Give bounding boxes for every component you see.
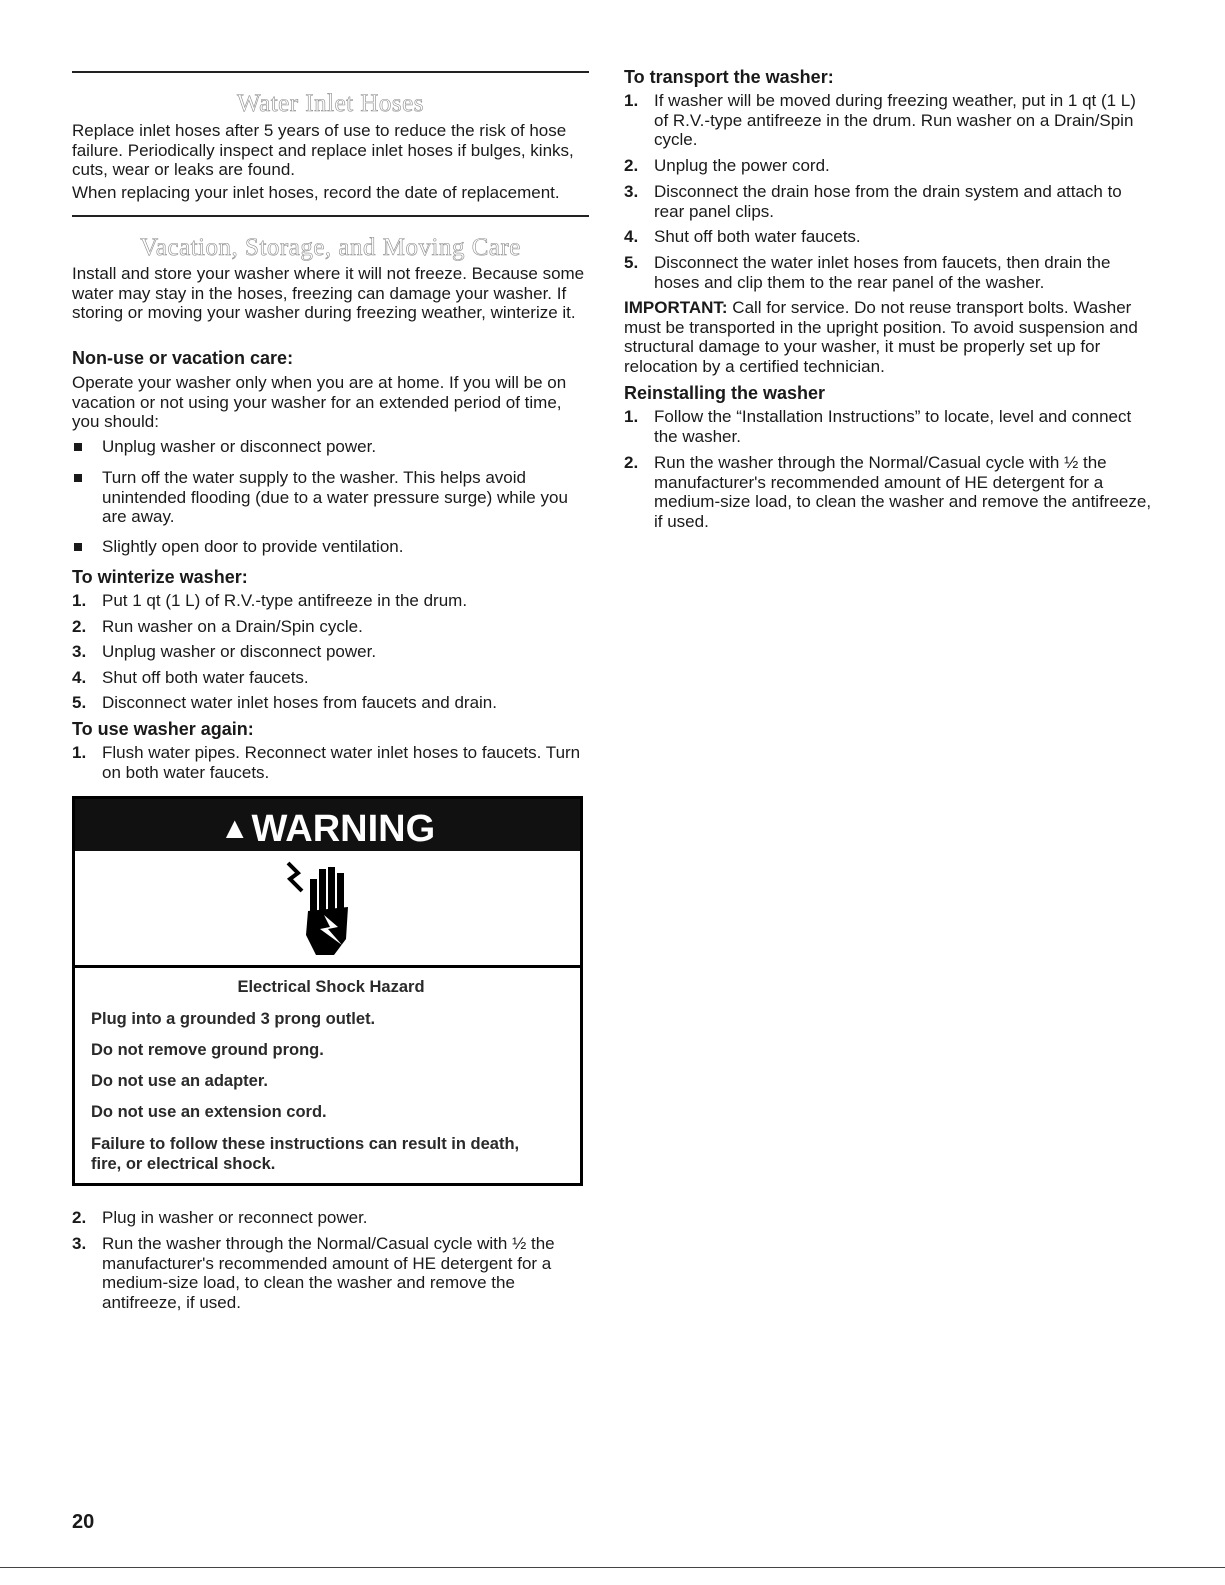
page-bottom-rule [0, 1567, 1225, 1568]
section-divider [72, 215, 589, 217]
electrical-shock-hand-icon [280, 855, 380, 965]
important-label: IMPORTANT: [624, 298, 728, 317]
important-paragraph: IMPORTANT: Call for service. Do not reuse transport bolts. Washer must be transported in the upright position. To avoid suspension and structural damage to your washer, it must be properly set up for relocation by a certified technician. [624, 298, 1138, 376]
page-number: 20 [72, 1511, 95, 1533]
warning-banner: ▲WARNING [75, 799, 580, 851]
warning-line: Do not use an extension cord. [91, 1103, 327, 1121]
nonuse-paragraph: Operate your washer only when you are at home. If you will be on vacation or not using your washer for an extended period of time, you should: [72, 373, 567, 431]
inlet-hoses-paragraph: Replace inlet hoses after 5 years of use to reduce the risk of hose failure. Periodically inspect and replace inlet hoses if bulges, kinks, cuts, wear or leaks are found. [72, 121, 574, 179]
bullet-icon [74, 443, 82, 451]
section-divider [72, 71, 589, 73]
reinstall-heading: Reinstalling the washer [624, 383, 826, 403]
winterize-heading: To winterize washer: [72, 567, 248, 587]
vacation-storage-title: Vacation, Storage, and Moving Care [140, 234, 521, 261]
hazard-title: Electrical Shock Hazard [237, 978, 425, 996]
inlet-hoses-replacement-note: When replacing your inlet hoses, record the date of replacement. [72, 183, 560, 202]
warning-line: Do not remove ground prong. [91, 1041, 324, 1059]
nonuse-heading: Non-use or vacation care: [72, 348, 294, 368]
use-again-heading: To use washer again: [72, 719, 254, 739]
warning-line: Plug into a grounded 3 prong outlet. [91, 1010, 376, 1028]
warning-line: Do not use an adapter. [91, 1072, 268, 1090]
warning-triangle-icon: ▲ [219, 812, 250, 845]
vacation-intro-paragraph: Install and store your washer where it will not freeze. Because some water may stay in the hoses, freezing can damage your washer. If storing or moving your washer during freezing weather, winterize it. [72, 264, 585, 322]
bullet-icon [74, 543, 82, 551]
transport-heading: To transport the washer: [624, 67, 834, 87]
warning-icon-area [75, 851, 580, 968]
bullet-icon [74, 474, 82, 482]
water-inlet-hoses-title: Water Inlet Hoses [237, 90, 424, 117]
warning-line: Failure to follow these instructions can result in death, fire, or electrical shock. [91, 1135, 520, 1173]
warning-box [72, 796, 583, 1186]
